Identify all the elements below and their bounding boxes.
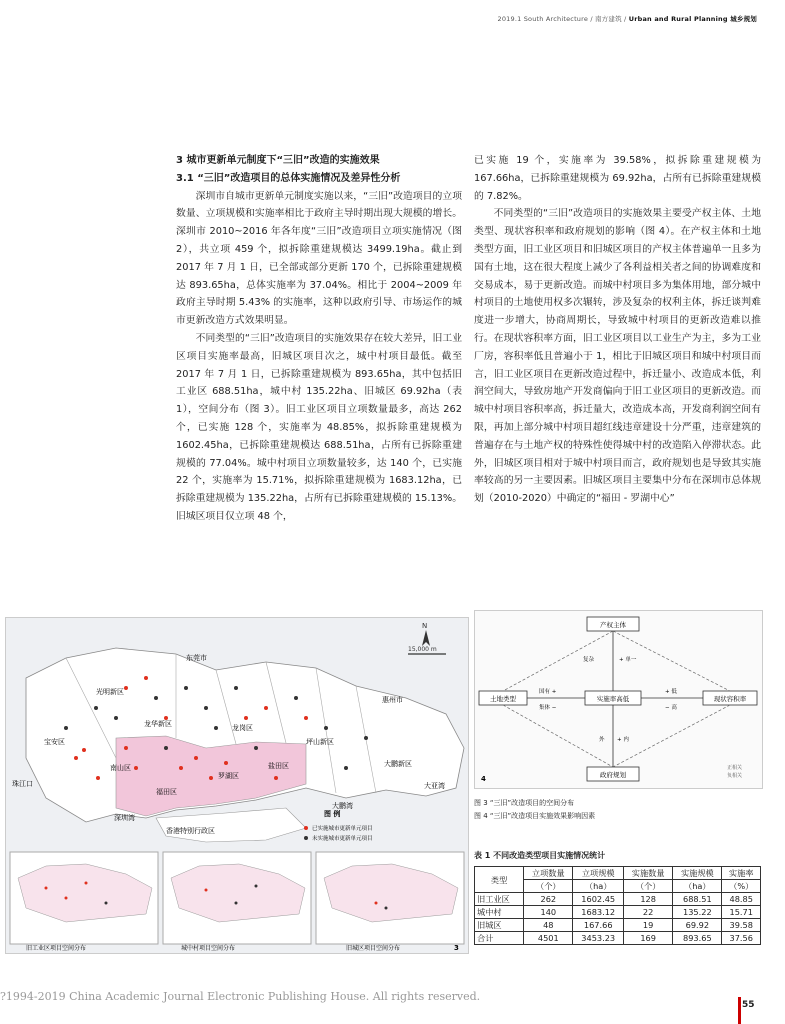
text-column-right <box>474 152 761 508</box>
table-header: 实施率 <box>722 867 761 880</box>
table-1 <box>474 866 761 945</box>
page-accent-bar <box>738 997 741 1024</box>
table-cell: 48 <box>524 919 573 932</box>
district-label: 光明新区 <box>96 688 124 696</box>
figure-3-map <box>5 617 469 954</box>
district-label: 盐田区 <box>268 762 289 770</box>
small-map-label: 城中村项目空间分布 <box>181 945 236 952</box>
page-number: 55 <box>742 1000 755 1010</box>
table-cell: 893.65 <box>673 932 722 945</box>
copyright-notice: ?1994-2019 China Academic Journal Electronic Publishing House. All rights reserved. <box>0 990 481 1003</box>
table-cell: 169 <box>624 932 673 945</box>
table-cell: 旧城区 <box>475 919 524 932</box>
text-column-left <box>176 152 462 526</box>
legend-item: 已实施城市更新单元项目 <box>312 826 373 832</box>
small-map-oldtown <box>316 852 464 944</box>
edge-label: 复杂 <box>583 657 595 663</box>
figure-4-diagram <box>474 610 763 789</box>
paragraph: 不同类型的“三旧”改造项目的实施效果存在较大差异，旧工业区项目实施率最高，旧城区项目次之，城中村项目最低。截至 2017 年 7 月 1 日，已拆除重建规模为 893.65ha，其中包括旧工业区 688.51ha，城中村 135.22ha、旧城区 69.92ha（表 1），空间分布（图 3）。旧工业区项目立项数量最多，高达 262 个，已实施 128 个，实施率为 48.85%，拟拆除重建规模为 1602.45ha，已拆除重建规模达 688.51ha，占所有已拆除重建规模的 77.04%。城中村项目立项数量较多，达 140 个，已实施 22 个，实施率为 15.71%，拟拆除重建规模为 1683.12ha，已拆除重建规模为 135.22ha，占所有已拆除重建规模的 15.13%。旧城区项目仅立项 48 个， <box>176 332 463 522</box>
district-label: 珠江口 <box>12 780 33 788</box>
table-cell: 城中村 <box>475 906 524 919</box>
node-left: 土地类型 <box>490 695 516 703</box>
node-center: 实施率高低 <box>596 695 630 703</box>
district-label: 香港特别行政区 <box>166 827 215 835</box>
small-map-industrial <box>10 852 158 944</box>
paragraph: 不同类型的“三旧”改造项目的实施效果主要受产权主体、土地类型、现状容积率和政府规划的影响（图 4）。在产权主体和土地类型方面，旧工业区项目和旧城区项目的产权主体普遍单一且多为国有土地，这在很大程度上减少了各利益相关者之间的协调难度和交易成本，易于更新改造。而城中村项目多为集体用地，部分城中村项目的土地使用权多次辗转，涉及复杂的权利主体，拆迁谈判难度进一步增大，协商周期长，导致城中村项目的更新改造难以推行。在现状容积率方面，旧工业区项目以工业生产为主，多为工业厂房，容积率低且普遍小于 1，相比于旧城区项目和城中村项目而言，旧工业区项目在更新改造过程中，拆迁量小、改造成本低，利润空间大，导致房地产开发商偏向于旧工业区项目的更新改造。而城中村项目容积率高，拆迁量大，改造成本高，开发商利润空间有限，再加上部分城中村项目超红线违章建设十分严重，违章建筑的普遍存在与土地产权的特殊性使得城中村的改造陷入停滞状态。此外，旧城区项目相对于城中村项目而言，政府规划也是导致其实施率较高的另一主要因素。旧城区项目主要集中分布在深圳市总体规划（2010-2020）中确定的“福田 - 罗湖中心” <box>474 208 761 505</box>
table-row <box>475 893 761 906</box>
table-cell: 69.92 <box>673 919 722 932</box>
district-label: 大鹏湾 <box>332 802 353 810</box>
table-cell: 140 <box>524 906 573 919</box>
north-label: N <box>422 622 428 630</box>
table-header-row <box>475 867 761 880</box>
table-cell: 旧工业区 <box>475 893 524 906</box>
district-label: 宝安区 <box>44 738 65 746</box>
node-right: 现状容积率 <box>713 695 747 703</box>
small-map-label: 旧城区项目空间分布 <box>346 945 401 952</box>
table-cell: 135.22 <box>673 906 722 919</box>
figure-4-caption: 图 4 “三旧”改造项目实施效果影响因素 <box>474 812 596 820</box>
table-cell: 128 <box>624 893 673 906</box>
legend-item: 未实施城市更新单元项目 <box>312 836 373 842</box>
table-header-unit: （%） <box>722 880 761 893</box>
section-label: Urban and Rural Planning 城乡规划 <box>628 15 757 23</box>
node-top: 产权主体 <box>600 621 626 629</box>
table-cell: 167.66 <box>573 919 624 932</box>
edge-label: 集体 − <box>539 705 557 711</box>
district-label: 龙岗区 <box>232 724 253 732</box>
edge-label: 外 <box>599 737 605 743</box>
table-cell: 48.85 <box>722 893 761 906</box>
district-label: 东莞市 <box>186 654 207 662</box>
table-cell: 合计 <box>475 932 524 945</box>
table-row <box>475 919 761 932</box>
table-header-unit: （ha） <box>573 880 624 893</box>
table-header: 实施数量 <box>624 867 673 880</box>
table-cell: 1602.45 <box>573 893 624 906</box>
small-map-label: 旧工业区项目空间分布 <box>26 945 87 952</box>
district-label: 南山区 <box>110 764 131 772</box>
table-title: 表 1 不同改造类型项目实施情况统计 <box>474 851 606 860</box>
table-row <box>475 906 761 919</box>
table-header-unit: （个） <box>524 880 573 893</box>
table-header: 实施规模 <box>673 867 722 880</box>
table-cell: 39.58 <box>722 919 761 932</box>
table-cell: 19 <box>624 919 673 932</box>
table-header-unit: （ha） <box>673 880 722 893</box>
table-header: 立项数量 <box>524 867 573 880</box>
table-cell: 262 <box>524 893 573 906</box>
edge-label: 国有 + <box>539 689 557 695</box>
district-label: 福田区 <box>156 788 177 796</box>
edge-label: − 高 <box>665 705 677 711</box>
table-header: 立项规模 <box>573 867 624 880</box>
edge-label: + 单一 <box>619 657 637 663</box>
subsection-heading: 3.1 “三旧”改造项目的总体实施情况及差异性分析 <box>176 172 401 184</box>
figure-number: 4 <box>481 775 486 783</box>
paragraph: 深圳市自城市更新单元制度实施以来，“三旧”改造项目的立项数量、立项规模和实施率相比于政府主导时期出现大规模的增长。深圳市 2010~2016 年各年度“三旧”改造项目立项实施情况（图 2），共立项 459 个，拟拆除重建规模达 3499.19ha。截止到 2017 年 7 月 1 日，已全部或部分更新 170 个，已拆除重建规模达 893.65ha，总体实施率为 37.04%。相比于 2004~2009 年政府主导时期 5.43% 的实施率，这种以政府引导、市场运作的城市更新改造方式效果明显。 <box>176 190 462 327</box>
table-cell: 3453.23 <box>573 932 624 945</box>
district-label: 大亚湾 <box>424 782 445 790</box>
table-cell: 15.71 <box>722 906 761 919</box>
legend-title: 图 例 <box>324 810 341 818</box>
table-cell: 688.51 <box>673 893 722 906</box>
section-heading: 3 城市更新单元制度下“三旧”改造的实施效果 <box>176 155 380 166</box>
figure-3-caption: 图 3 “三旧”改造项目的空间分布 <box>474 799 575 807</box>
table-header: 类型 <box>475 867 524 893</box>
district-label: 坪山新区 <box>306 738 334 746</box>
table-cell: 1683.12 <box>573 906 624 919</box>
journal-label: 2019.1 South Architecture / 南方建筑 / <box>497 15 627 23</box>
running-header <box>498 14 758 23</box>
district-label: 大鹏新区 <box>384 760 412 768</box>
table-cell: 37.56 <box>722 932 761 945</box>
table-cell: 4501 <box>524 932 573 945</box>
table-header-unit: （个） <box>624 880 673 893</box>
district-label: 龙华新区 <box>144 720 172 728</box>
district-label: 深圳湾 <box>114 814 135 822</box>
district-label: 惠州市 <box>382 696 403 704</box>
paragraph: 已实施 19 个，实施率为 39.58%，拟拆除重建规模为 167.66ha，已拆除重建规模为 69.92ha，占所有已拆除重建规模的 7.82%。 <box>474 155 761 202</box>
scale-label: 15,000 m <box>408 646 437 653</box>
edge-label: + 低 <box>665 689 677 695</box>
legend-item: 正相关 <box>727 765 743 771</box>
node-bottom: 政府规划 <box>600 771 626 779</box>
diagram-svg <box>475 611 762 788</box>
figure-number: 3 <box>454 944 459 952</box>
district-label: 罗湖区 <box>218 772 239 780</box>
legend-marker-unimplemented <box>304 836 308 840</box>
map-svg <box>6 618 468 953</box>
legend-marker-implemented <box>304 826 308 830</box>
legend-item: 负相关 <box>727 773 743 779</box>
table-cell: 22 <box>624 906 673 919</box>
table-row <box>475 932 761 945</box>
small-map-village <box>163 852 311 944</box>
edge-label: + 内 <box>617 737 629 743</box>
